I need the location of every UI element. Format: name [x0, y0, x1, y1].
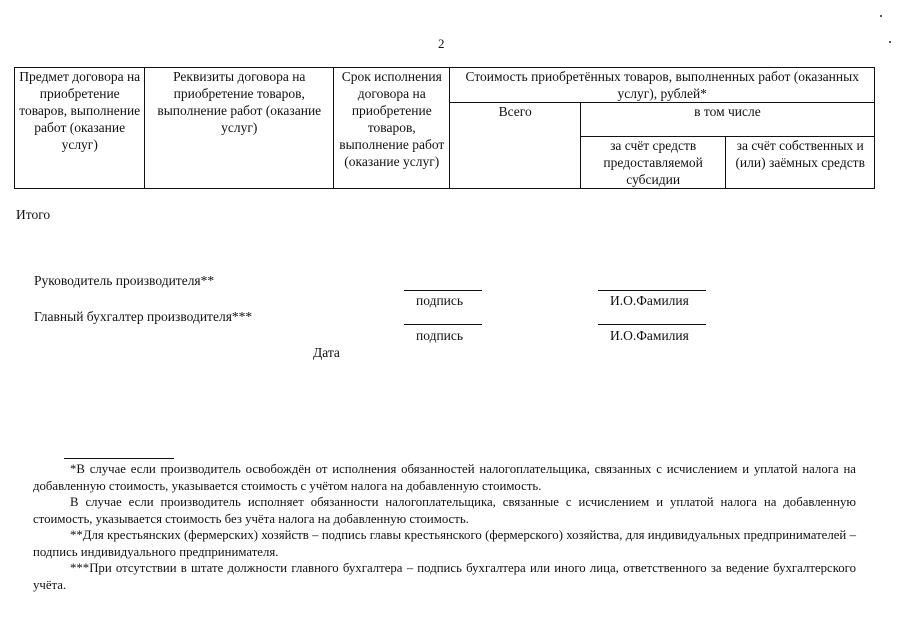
- page-number: 2: [438, 36, 445, 51]
- accountant-signature-line: [404, 324, 482, 325]
- footnote-farm-signature: **Для крестьянских (фермерских) хозяйств – подпись главы крестьянского (фермерского) хозяйства, для индивидуальных предпринимателей – подпись индивидуального предпринимателя.: [33, 528, 856, 559]
- scan-speck: [889, 41, 891, 43]
- chief-accountant-label: Главный бухгалтер производителя***: [34, 309, 253, 324]
- date-label: Дата: [313, 345, 340, 360]
- footnote-accountant-signature: ***При отсутствии в штате должности главного бухгалтера – подпись бухгалтера или иного лица, ответственного за ведение бухгалтерского учёта.: [33, 561, 856, 592]
- accountant-name-line: [598, 324, 706, 325]
- header-own-funds: за счёт собственных и (или) заёмных средств: [726, 137, 875, 189]
- accountant-name-caption: И.О.Фамилия: [610, 328, 689, 343]
- head-name-line: [598, 290, 706, 291]
- head-name-caption: И.О.Фамилия: [610, 293, 689, 308]
- header-contract-requisites: Реквизиты договора на приобретение товаров, выполнение работ (оказание услуг): [145, 68, 334, 189]
- total-label: Итого: [16, 207, 51, 222]
- footnote-separator: [64, 458, 174, 459]
- header-subsidy-funds: за счёт средств предоставляемой субсидии: [580, 137, 726, 189]
- accountant-signature-caption: подпись: [416, 328, 464, 343]
- header-including: в том числе: [580, 103, 874, 137]
- scan-speck: [880, 15, 882, 17]
- head-signature-line: [404, 290, 482, 291]
- head-of-producer-label: Руководитель производителя**: [34, 273, 215, 288]
- header-cost: Стоимость приобретённых товаров, выполненных работ (оказанных услуг), рублей*: [450, 68, 875, 103]
- footnotes: [33, 461, 856, 593]
- head-signature-caption: подпись: [416, 293, 464, 308]
- header-total: Всего: [450, 103, 580, 189]
- footnote-vat-payer: В случае если производитель исполняет обязанности налогоплательщика, связанные с исчислением и уплатой налога на добавленную стоимость, указывается стоимость без учёта налога на добавленную стоимость.: [33, 495, 856, 526]
- contracts-table: [14, 67, 875, 189]
- footnote-vat-exempt: *В случае если производитель освобождён от исполнения обязанностей налогоплательщика, связанных с исчислением и уплатой налога на добавленную стоимость, указывается стоимость с учётом налога на добавленную стоимость.: [33, 462, 856, 493]
- header-contract-subject: Предмет договора на приобретение товаров, выполнение работ (оказание услуг): [15, 68, 145, 189]
- header-contract-term: Срок исполнения договора на приобретение товаров, выполнение работ (оказание услуг): [334, 68, 450, 189]
